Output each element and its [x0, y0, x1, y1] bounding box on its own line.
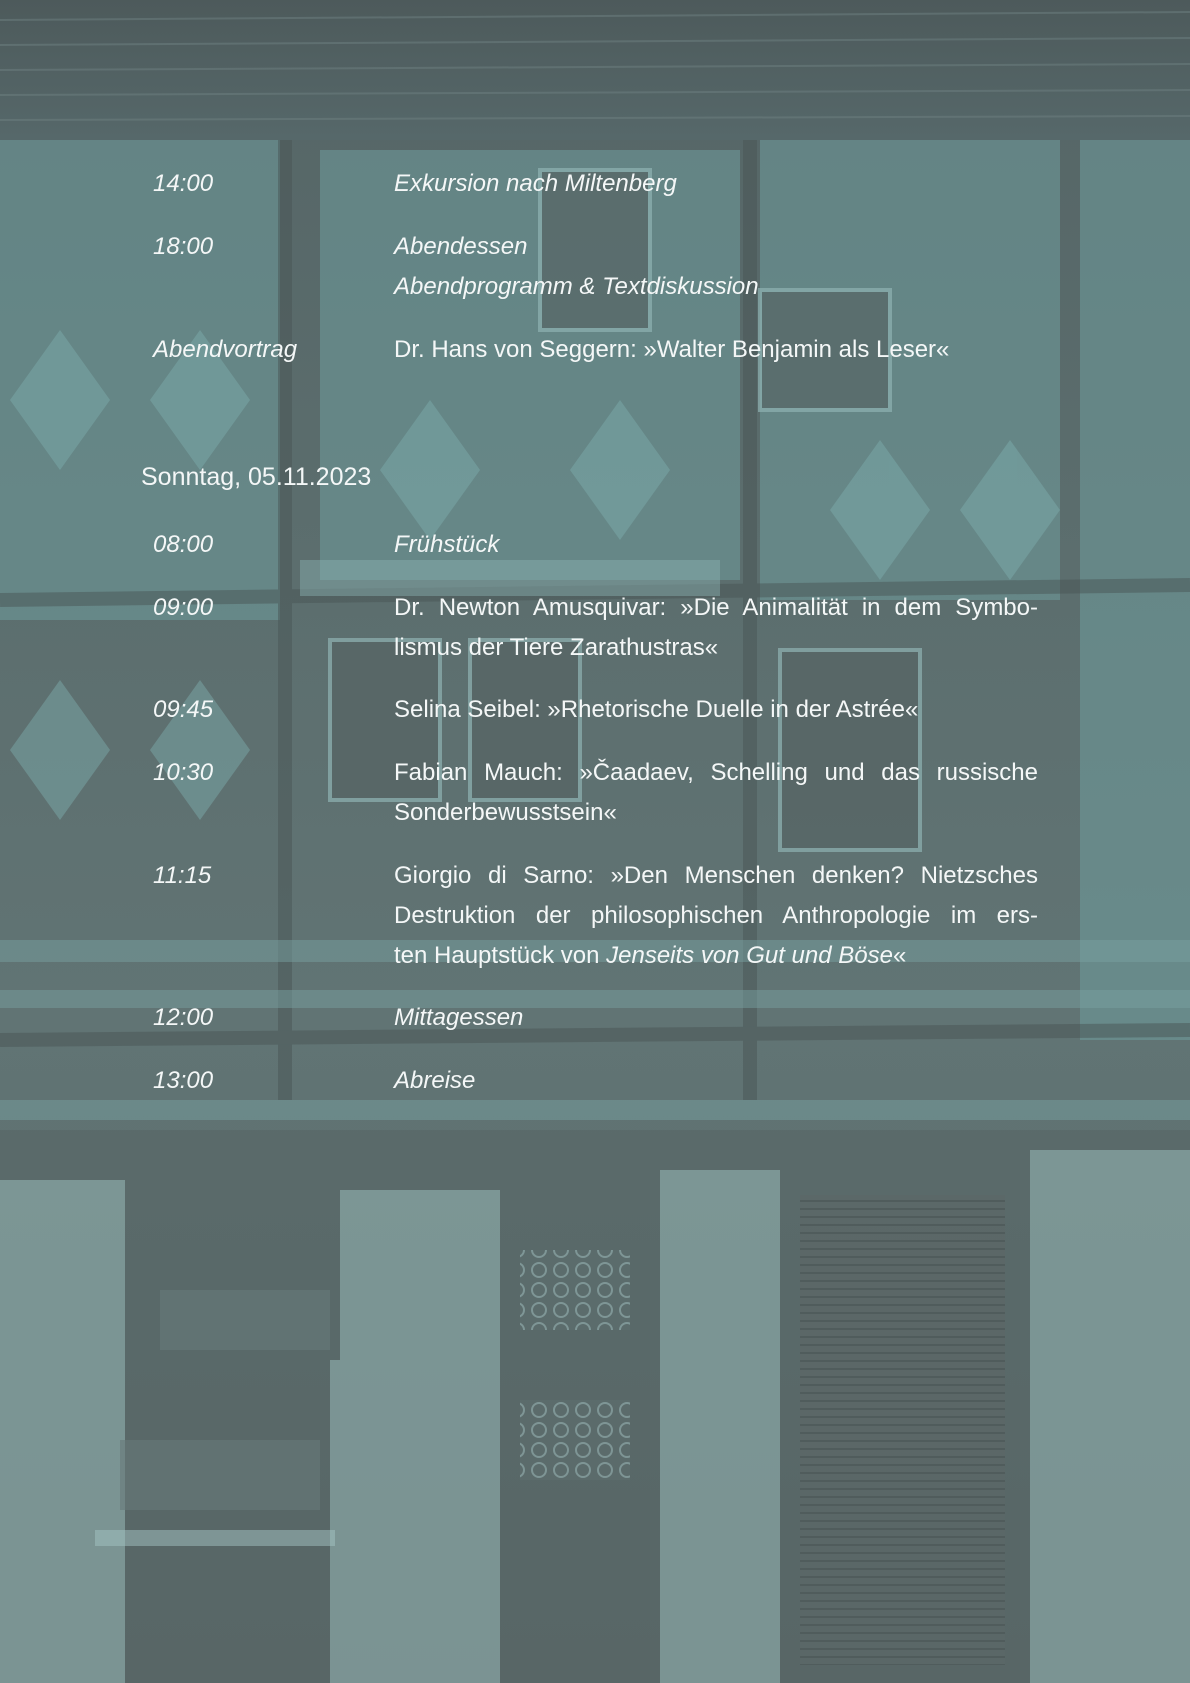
description-line: lismus der Tiere Zarathustras«: [394, 634, 719, 661]
schedule-time: 11:15: [153, 862, 212, 889]
description-line: Giorgio di Sarno: »Den Menschen denken? Nietzsches: [394, 862, 1038, 889]
schedule-time: 14:00: [153, 170, 214, 197]
description-line: Selina Seibel: »Rhetorische Duelle in der Astrée«: [394, 696, 919, 723]
description-line: Abendessen: [394, 233, 528, 260]
schedule-description: [394, 588, 1038, 668]
schedule-time: 10:30: [153, 759, 214, 786]
schedule-time: 12:00: [153, 1004, 214, 1031]
description-line: Dr. Hans von Seggern: »Walter Benjamin als Leser«: [394, 336, 950, 363]
description-line: Fabian Mauch: »Čaadaev, Schelling und das russische: [394, 759, 1038, 786]
schedule-time: 09:45: [153, 696, 214, 723]
book-title: Jenseits von Gut und Böse: [606, 942, 893, 969]
description-line: [394, 936, 1038, 976]
description-text: «: [892, 942, 907, 969]
description-line: Dr. Newton Amusquivar: »Die Animalität in dem Symbo-: [394, 594, 1038, 621]
schedule-description: [394, 227, 1038, 307]
schedule-time: 08:00: [153, 531, 214, 558]
description-line: Sonderbewusstsein«: [394, 799, 617, 826]
schedule-time: 09:00: [153, 594, 214, 621]
description-line: Destruktion der philosophischen Anthropologie im ers-: [394, 902, 1038, 929]
schedule-description: [394, 330, 1038, 370]
description-line: Frühstück: [394, 531, 500, 558]
schedule-description: [394, 1061, 1038, 1101]
schedule-time: Abendvortrag: [153, 336, 298, 363]
description-line: Abendprogramm & Textdiskussion: [394, 273, 759, 300]
schedule-time: 18:00: [153, 233, 214, 260]
schedule-description: [394, 998, 1038, 1038]
description-line: Mittagessen: [394, 1004, 524, 1031]
day-heading: Sonntag, 05.11.2023: [141, 463, 372, 491]
description-text: ten Hauptstück von: [394, 942, 607, 969]
description-line: Exkursion nach Miltenberg: [394, 170, 677, 197]
schedule-description: [394, 690, 1038, 730]
description-line: Abreise: [394, 1067, 476, 1094]
schedule-time: 13:00: [153, 1067, 214, 1094]
schedule-description: [394, 856, 1038, 976]
schedule-description: [394, 753, 1038, 833]
schedule-description: [394, 164, 1038, 204]
schedule-description: [394, 525, 1038, 565]
